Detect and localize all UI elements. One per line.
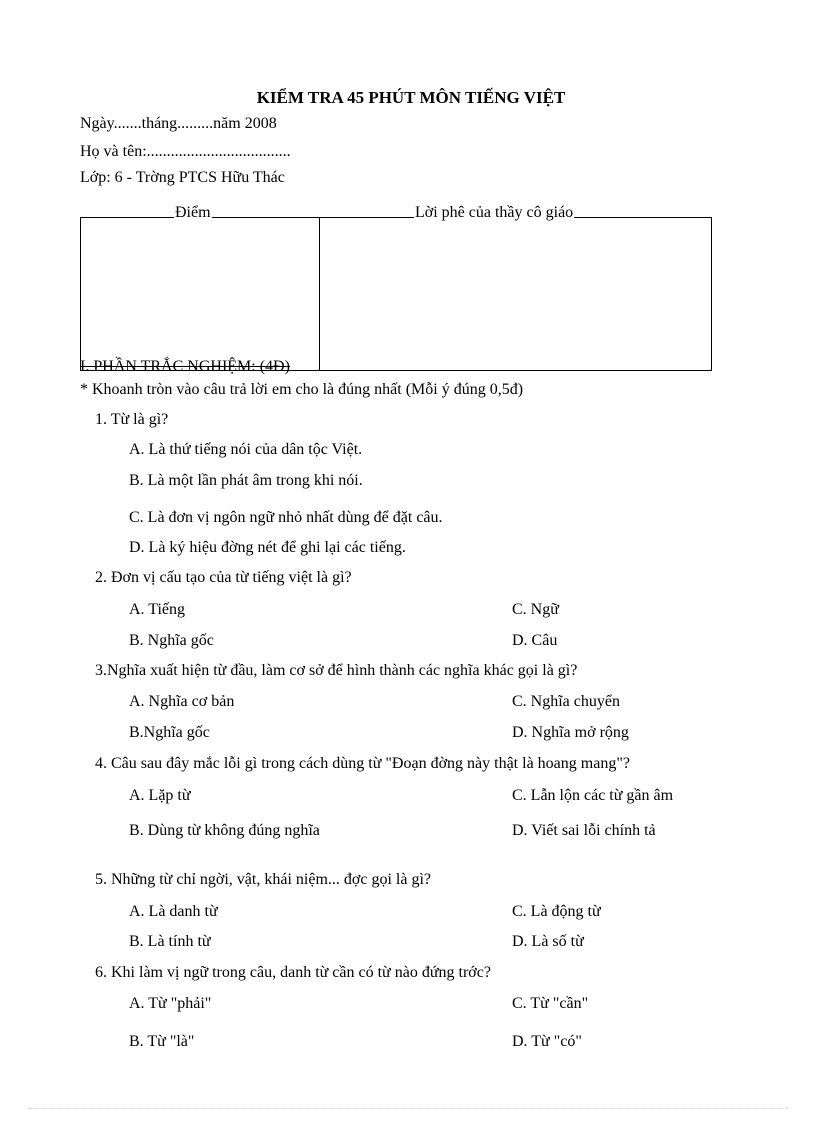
question-1: 1. Từ là gì? bbox=[95, 411, 169, 428]
class-line: Lớp: 6 - Trờng PTCS Hữu Thác bbox=[80, 169, 285, 186]
page-title: KIỂM TRA 45 PHÚT MÔN TIẾNG VIỆT bbox=[256, 88, 566, 107]
score-box-divider bbox=[319, 217, 320, 371]
q1-option-c: C. Là đơn vị ngôn ngữ nhỏ nhất dùng để đặt câu. bbox=[129, 509, 443, 526]
q2-option-d: D. Câu bbox=[512, 632, 558, 649]
q5-option-d: D. Là số từ bbox=[512, 933, 584, 950]
q5-option-a: A. Là danh từ bbox=[129, 903, 218, 920]
q1-option-b: B. Là một lần phát âm trong khi nói. bbox=[129, 472, 363, 489]
page-footer-rule bbox=[28, 1108, 788, 1109]
q6-option-d: D. Từ "có" bbox=[512, 1033, 582, 1050]
q6-option-b: B. Từ "là" bbox=[129, 1033, 195, 1050]
q5-option-b: B. Là tính từ bbox=[129, 933, 211, 950]
question-4: 4. Câu sau đây mắc lỗi gì trong cách dùng từ "Đoạn đờng này thật là hoang mang"? bbox=[95, 755, 630, 772]
score-box bbox=[80, 217, 712, 371]
q6-option-a: A. Từ "phải" bbox=[129, 995, 212, 1012]
q3-option-d: D. Nghĩa mở rộng bbox=[512, 724, 629, 741]
q3-option-a: A. Nghĩa cơ bản bbox=[129, 693, 235, 710]
q3-option-b: B.Nghĩa gốc bbox=[129, 724, 210, 741]
section-heading: I. PHẦN TRẮC NGHIỆM: (4Đ) bbox=[80, 358, 290, 375]
q1-option-d: D. Là ký hiệu đờng nét để ghi lại các tiếng. bbox=[129, 539, 406, 556]
q6-option-c: C. Từ "cần" bbox=[512, 995, 589, 1012]
question-6: 6. Khi làm vị ngữ trong câu, danh từ cần có từ nào đứng trớc? bbox=[95, 964, 491, 981]
comment-line-right bbox=[604, 217, 712, 218]
section-instruction: * Khoanh tròn vào câu trả lời em cho là đúng nhất (Mỗi ý đúng 0,5đ) bbox=[80, 381, 524, 398]
score-line-left bbox=[80, 217, 172, 218]
score-label: Điểm bbox=[175, 204, 211, 221]
question-2: 2. Đơn vị cấu tạo của từ tiếng việt là gì? bbox=[95, 569, 352, 586]
date-line: Ngày.......tháng.........năm 2008 bbox=[80, 115, 277, 132]
q3-option-c: C. Nghĩa chuyển bbox=[512, 693, 620, 710]
q1-option-a: A. Là thứ tiếng nói của dân tộc Việt. bbox=[129, 441, 363, 458]
q4-option-c: C. Lẫn lộn các từ gần âm bbox=[512, 787, 674, 804]
q4-option-d: D. Viết sai lỗi chính tả bbox=[512, 822, 656, 839]
name-line: Họ và tên:.................................... bbox=[80, 143, 291, 160]
question-5: 5. Những từ chỉ ngời, vật, khái niệm... đợc gọi là gì? bbox=[95, 871, 431, 888]
score-line-middle bbox=[216, 217, 412, 218]
q2-option-c: C. Ngữ bbox=[512, 601, 559, 618]
q5-option-c: C. Là động từ bbox=[512, 903, 601, 920]
comment-label: Lời phê của thầy cô giáo bbox=[415, 204, 574, 221]
question-3: 3.Nghĩa xuất hiện từ đầu, làm cơ sở để hình thành các nghĩa khác gọi là gì? bbox=[95, 662, 578, 679]
q4-option-b: B. Dùng từ không đúng nghĩa bbox=[129, 822, 320, 839]
q2-option-b: B. Nghĩa gốc bbox=[129, 632, 214, 649]
q4-option-a: A. Lặp từ bbox=[129, 787, 191, 804]
q2-option-a: A. Tiếng bbox=[129, 601, 186, 618]
